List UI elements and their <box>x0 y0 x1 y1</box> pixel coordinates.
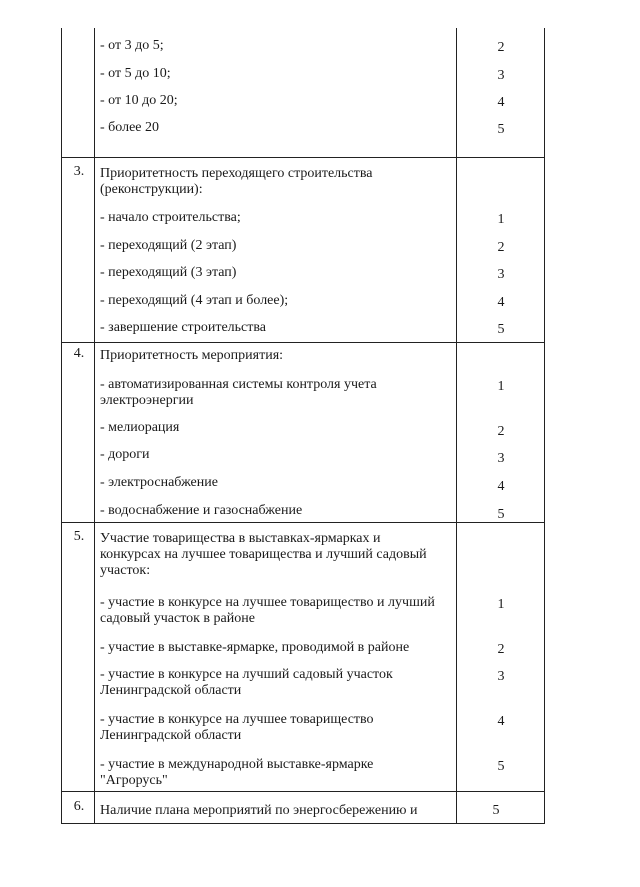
section-title: конкурсах на лучшее товарищества и лучший садовый <box>100 547 427 562</box>
section-title: Приоритетность мероприятия: <box>100 348 284 363</box>
score-value: 5 <box>497 759 505 774</box>
section-title: Наличие плана мероприятий по энергосбережению и <box>100 803 418 818</box>
list-item: - более 20 <box>100 120 160 135</box>
list-item-continuation: электроэнергии <box>100 393 194 408</box>
list-item: - переходящий (2 этап) <box>100 238 237 253</box>
list-item-continuation: садовый участок в районе <box>100 611 255 626</box>
list-item: - переходящий (4 этап и более); <box>100 293 289 308</box>
list-item: - переходящий (3 этап) <box>100 265 237 280</box>
list-item: - от 5 до 10; <box>100 66 171 81</box>
list-item: - участие в конкурсе на лучшее товарищество и лучший <box>100 595 435 610</box>
list-item-continuation: Ленинградской области <box>100 728 242 743</box>
list-item: - мелиорация <box>100 420 180 435</box>
list-item: - электроснабжение <box>100 475 218 490</box>
row-divider-5-6 <box>61 791 545 792</box>
list-item: - участие в международной выставке-ярмарке <box>100 757 374 772</box>
section-title: Участие товарищества в выставках-ярмарках и <box>100 531 381 546</box>
score-value: 5 <box>497 507 505 522</box>
score-value: 4 <box>497 714 505 729</box>
score-value: 1 <box>497 379 505 394</box>
section-number: 3. <box>73 164 85 179</box>
list-item: - от 10 до 20; <box>100 93 178 108</box>
score-value: 3 <box>497 68 505 83</box>
list-item: - от 3 до 5; <box>100 38 164 53</box>
section-number: 4. <box>73 346 85 361</box>
score-value: 1 <box>497 212 505 227</box>
score-value: 2 <box>497 40 505 55</box>
score-value: 3 <box>497 451 505 466</box>
score-value: 5 <box>497 322 505 337</box>
score-value: 5 <box>497 122 505 137</box>
table-border-right <box>544 28 545 824</box>
list-item: - завершение строительства <box>100 320 267 335</box>
section-title: (реконструкции): <box>100 182 203 197</box>
list-item: - участие в выставке-ярмарке, проводимой в районе <box>100 640 410 655</box>
list-item: - участие в конкурсе на лучший садовый участок <box>100 667 393 682</box>
table-border-bottom <box>61 823 545 824</box>
score-value: 3 <box>497 267 505 282</box>
column-divider-number <box>94 28 95 824</box>
section-title: участок: <box>100 563 151 578</box>
score-value: 4 <box>497 95 505 110</box>
section-title: Приоритетность переходящего строительства <box>100 166 373 181</box>
list-item: - водоснабжение и газоснабжение <box>100 503 303 518</box>
score-value: 4 <box>497 295 505 310</box>
table-border-left <box>61 28 62 824</box>
section-number: 5. <box>73 529 85 544</box>
list-item: - дороги <box>100 447 150 462</box>
score-value: 2 <box>497 424 505 439</box>
list-item-continuation: Ленинградской области <box>100 683 242 698</box>
score-value: 3 <box>497 669 505 684</box>
list-item-continuation: "Агрорусь" <box>100 773 168 788</box>
score-value: 2 <box>497 240 505 255</box>
list-item: - начало строительства; <box>100 210 241 225</box>
score-value: 2 <box>497 642 505 657</box>
score-value: 4 <box>497 479 505 494</box>
score-value: 5 <box>492 803 500 818</box>
section-number: 6. <box>73 799 85 814</box>
row-divider-3-4 <box>61 342 545 343</box>
list-item: - автоматизированная системы контроля учета <box>100 377 377 392</box>
score-value: 1 <box>497 597 505 612</box>
row-divider-2-3 <box>61 157 545 158</box>
row-divider-4-5 <box>61 522 545 523</box>
list-item: - участие в конкурсе на лучшее товарищество <box>100 712 374 727</box>
column-divider-score <box>456 28 457 824</box>
